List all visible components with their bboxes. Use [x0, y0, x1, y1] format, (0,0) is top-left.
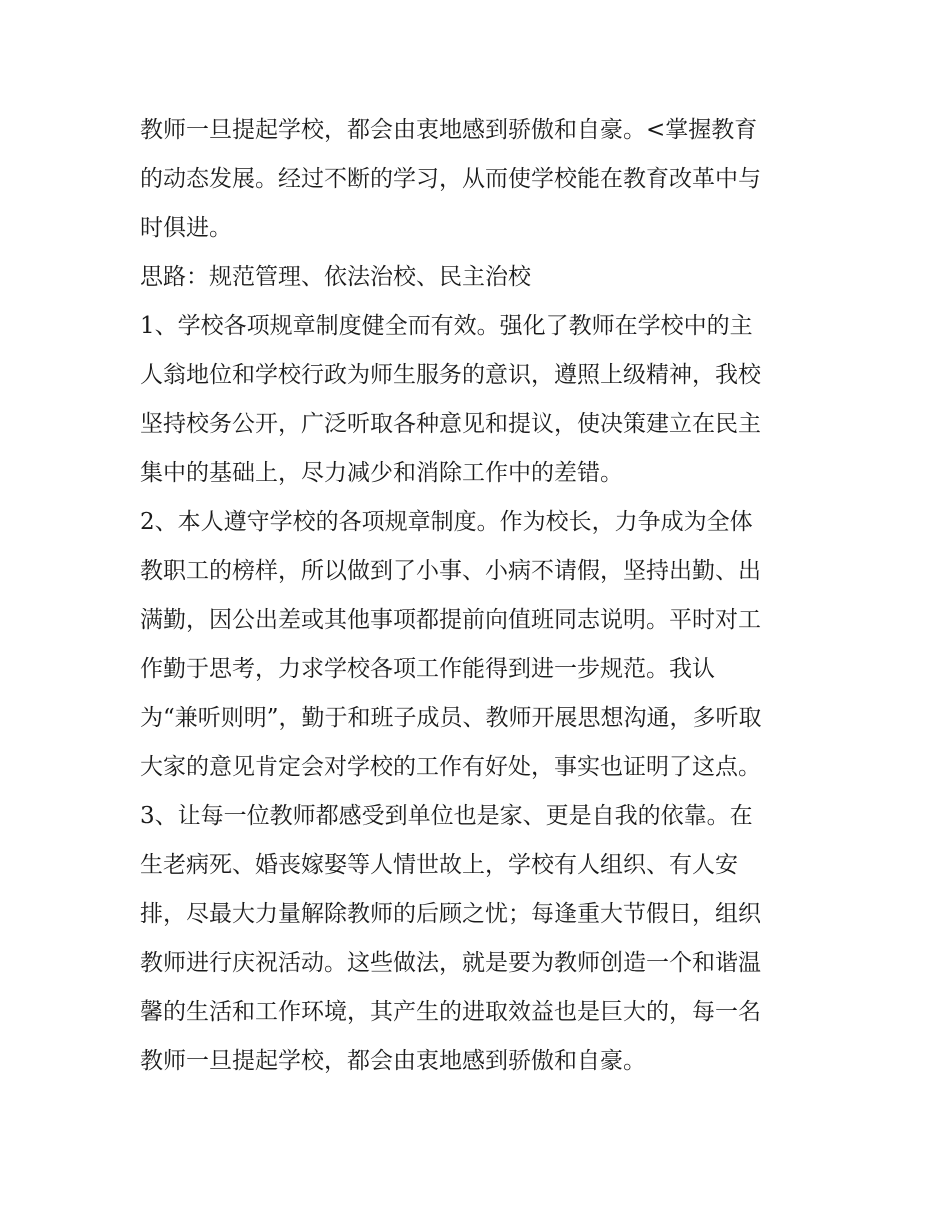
text-line: 教师进行庆祝活动。这些做法，就是要为教师创造一个和谐温 — [140, 950, 761, 976]
text-line: 大家的意见肯定会对学校的工作有好处，事实也证明了这点。 — [140, 754, 761, 780]
text-line: 1、学校各项规章制度健全而有效。强化了教师在学校中的主 — [140, 313, 753, 339]
text-line: 排，尽最大力量解除教师的后顾之忧；每逢重大节假日，组织 — [140, 901, 761, 927]
text-line: 教师一旦提起学校，都会由衷地感到骄傲和自豪。<掌握教育 — [140, 117, 758, 143]
text-line: 作勤于思考，力求学校各项工作能得到进一步规范。我认 — [140, 656, 715, 682]
text-line: 为“兼听则明”，勤于和班子成员、教师开展思想沟通，多听取 — [140, 705, 762, 731]
document-body — [140, 106, 820, 1086]
text-line: 人翁地位和学校行政为师生服务的意识，遵照上级精神，我校 — [140, 362, 761, 388]
text-line: 生老病死、婚丧嫁娶等人情世故上，学校有人组织、有人安 — [140, 852, 738, 878]
text-line: 时俱进。 — [140, 215, 232, 241]
text-line: 的动态发展。经过不断的学习，从而使学校能在教育改革中与 — [140, 166, 761, 192]
text-line: 集中的基础上，尽力减少和消除工作中的差错。 — [140, 460, 623, 486]
text-line: 坚持校务公开，广泛听取各种意见和提议，使决策建立在民主 — [140, 411, 761, 437]
text-line: 教师一旦提起学校，都会由衷地感到骄傲和自豪。 — [140, 1048, 646, 1074]
text-line: 3、让每一位教师都感受到单位也是家、更是自我的依靠。在 — [140, 803, 753, 829]
text-line: 馨的生活和工作环境，其产生的进取效益也是巨大的，每一名 — [140, 999, 761, 1025]
text-line: 教职工的榜样，所以做到了小事、小病不请假，坚持出勤、出 — [140, 558, 761, 584]
section-heading: 思路：规范管理、依法治校、民主治校 — [140, 264, 531, 290]
text-line: 满勤，因公出差或其他事项都提前向值班同志说明。平时对工 — [140, 607, 761, 633]
text-line: 2、本人遵守学校的各项规章制度。作为校长，力争成为全体 — [140, 509, 753, 535]
